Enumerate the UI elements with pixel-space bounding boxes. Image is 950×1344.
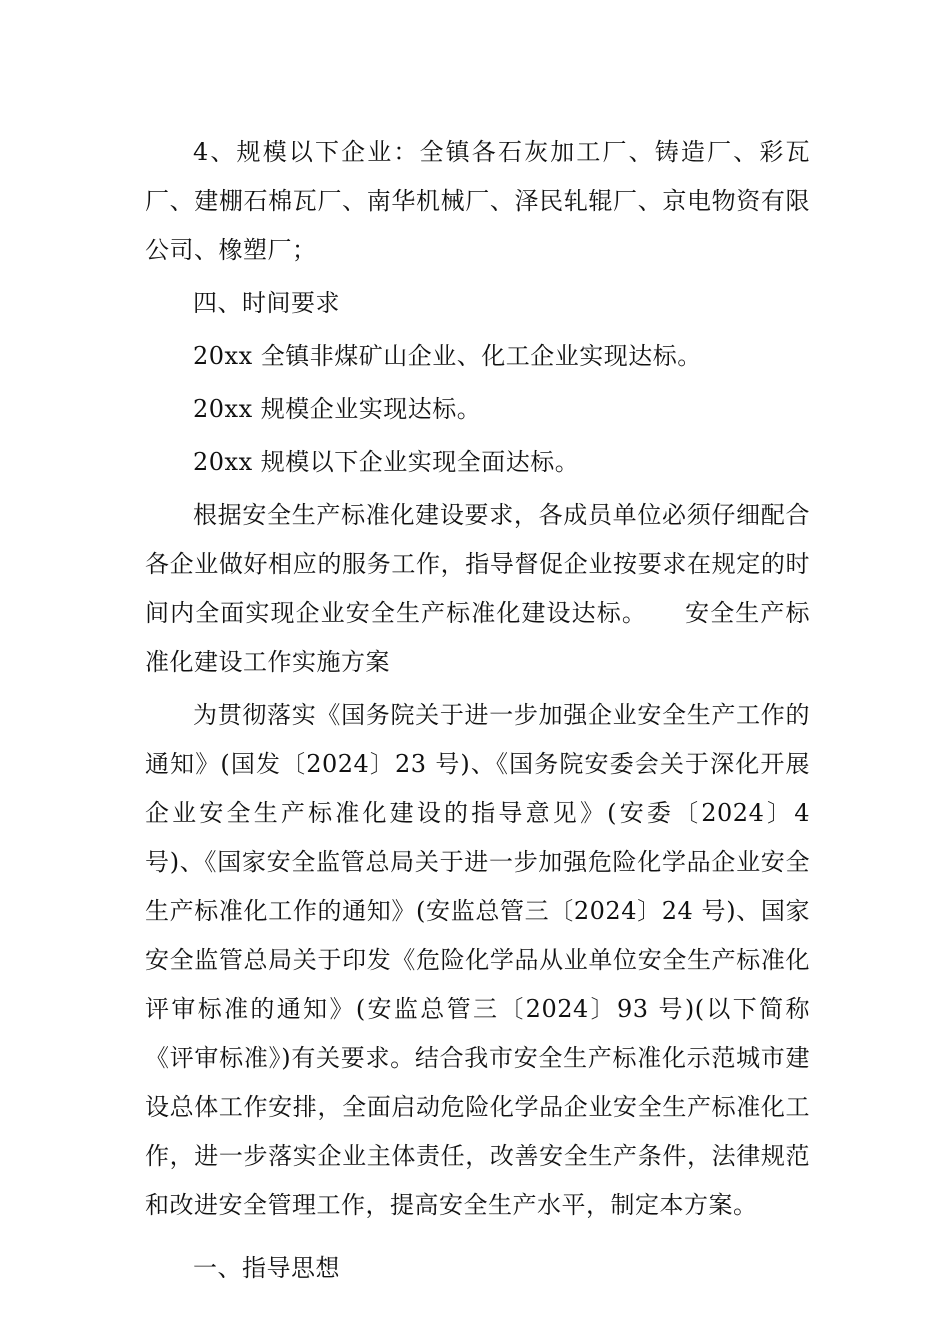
paragraph-requirements: 根据安全生产标准化建设要求，各成员单位必须仔细配合各企业做好相应的服务工作，指导督促企业按要求在规定的时间内全面实现企业安全生产标准化建设达标。 安全生产标准化建设工作实施方案 <box>145 501 810 676</box>
paragraph-goal-small-enterprises: 20xx 规模以下企业实现全面达标。 <box>193 448 580 476</box>
paragraph-purpose: 为贯彻落实《国务院关于进一步加强企业安全生产工作的通知》(国发〔2024〕23 号)、《国务院安委会关于深化开展企业安全生产标准化建设的指导意见》(安委〔2024〕4 号)、《国家安全监管总局关于进一步加强危险化学品企业安全生产标准化工作的通知》(安监总管三〔2024〕24 号)、国家安全监管总局关于印发《危险化学品从业单位安全生产标准化评审标准的通知》(安监总管三〔2024〕93 号)(以下简称《评审标准》)有关要求。结合我市安全生产标准化示范城市建设总体工作安排，全面启动危险化学品企业安全生产标准化工作，进一步落实企业主体责任，改善安全生产条件，法律规范和改进安全管理工作，提高安全生产水平，制定本方案。 <box>145 701 810 1219</box>
paragraph-goal-mining-chemical: 20xx 全镇非煤矿山企业、化工企业实现达标。 <box>193 342 702 370</box>
paragraph-scope-small-enterprises: 4、规模以下企业：全镇各石灰加工厂、铸造厂、彩瓦厂、建棚石棉瓦厂、南华机械厂、泽民轧辊厂、京电物资有限公司、橡塑厂； <box>145 138 810 264</box>
paragraph-goal-scale-enterprises: 20xx 规模企业实现达标。 <box>193 395 482 423</box>
heading-time-requirements: 四、时间要求 <box>193 289 340 317</box>
heading-guiding-ideology: 一、指导思想 <box>193 1254 340 1282</box>
